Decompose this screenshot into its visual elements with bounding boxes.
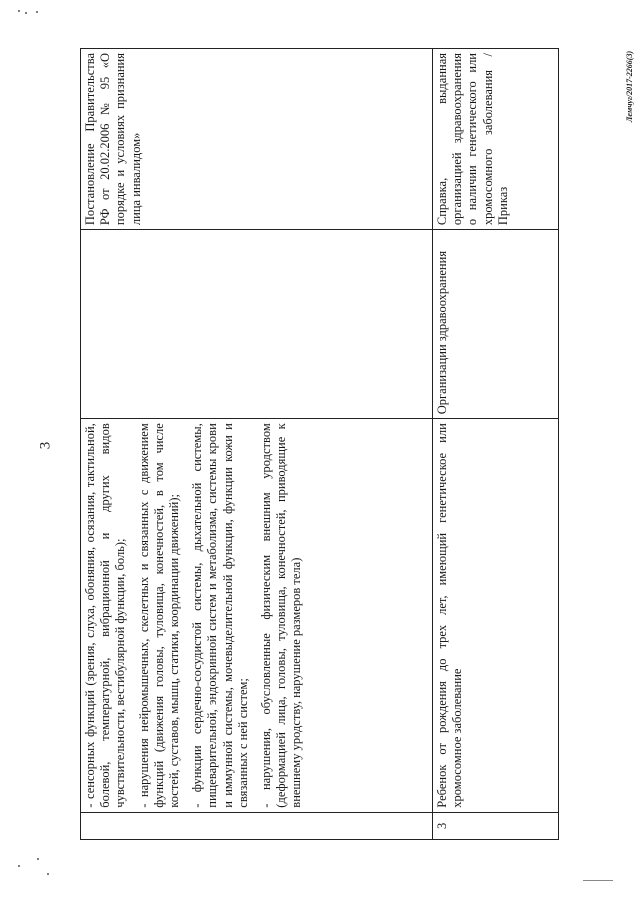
- table-row: [433, 49, 559, 840]
- issuer-text: Организации здравоохранения: [435, 250, 449, 415]
- page-number: 3: [37, 441, 54, 450]
- document-cell: [433, 49, 559, 230]
- document-text: Справка, выданная организацией здравоохранения о наличии генетического или хромосомного заболевания / Приказ: [435, 53, 510, 226]
- document-text: Постановление Правительства РФ от 20.02.2006 № 95 «О порядке и условиях признания лица инвалидом»: [83, 53, 143, 226]
- condition-text: - сенсорных функций (зрения, слуха, обоняния, осязания, тактильной, болевой, температурной, вибрационной и других видов чувствительности, вестибулярной функции, боль);: [83, 423, 128, 808]
- scan-speck: [37, 858, 39, 860]
- benefits-table: [80, 48, 559, 840]
- scan-speck: [18, 865, 20, 867]
- condition-text: - нарушения нейромышечных, скелетных и связанных с движением функций (движения головы, туловища, конечностей, в том числе костей, суставов, мышц, статики, координации движений);: [136, 423, 182, 808]
- scan-speck: [47, 873, 49, 875]
- conditions-cell: [81, 419, 433, 812]
- row-number-cell: 3: [433, 812, 559, 839]
- scan-speck: [25, 12, 27, 14]
- scan-speck: [36, 11, 38, 13]
- issuer-cell: [81, 230, 433, 419]
- table-row: [81, 49, 433, 840]
- document-cell: [81, 49, 433, 230]
- rotated-table-page: [80, 48, 560, 840]
- row-number-cell: [81, 812, 433, 839]
- scan-mark: [583, 880, 613, 881]
- condition-text: Ребенок от рождения до трех лет, имеющий генетическое или хромосомное заболевание: [435, 423, 465, 808]
- condition-text: - функции сердечно-сосудистой системы, дыхательной системы, пищеварительной, эндокринной систем и метаболизма, системы крови и иммунной системы, мочевыделительной функции, функции кожи и связанных с ней систем;: [190, 423, 250, 808]
- footer-code: Лемчуг/2017-2266(3): [625, 50, 635, 123]
- condition-text: - нарушения, обусловленные физическим внешним уродством (деформацией лица, головы, туловища, конечностей, приводящие к внешнему уродству, нарушение размеров тела): [259, 423, 304, 808]
- conditions-cell: [433, 419, 559, 812]
- issuer-cell: [433, 230, 559, 419]
- scan-speck: [18, 10, 20, 12]
